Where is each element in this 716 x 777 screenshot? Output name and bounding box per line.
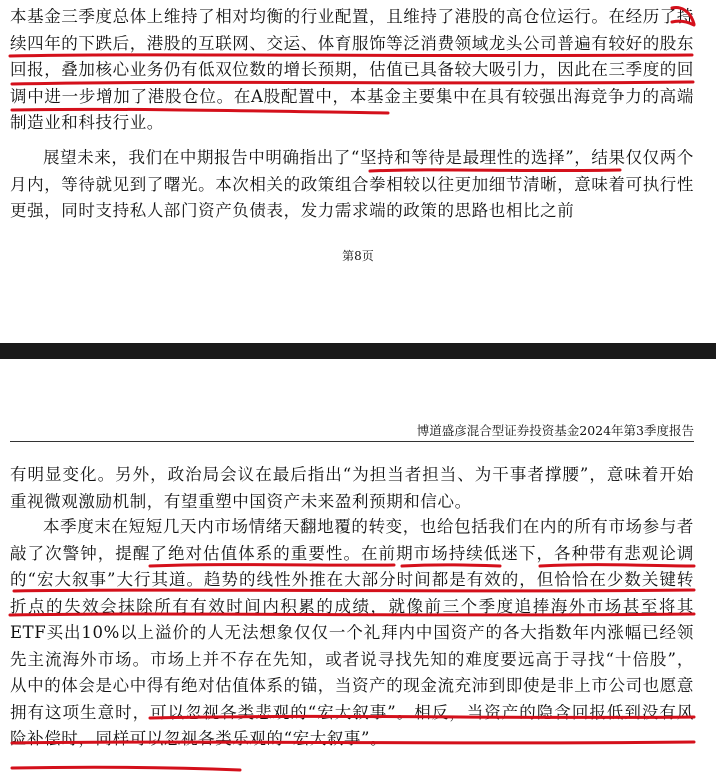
paragraph-valuation: 本季度末在短短几天内市场情绪天翻地覆的转变，也给包括我们在内的所有市场参与者敲了次警钟，提醒了绝对估值体系的重要性。在前期市场持续低迷下，各种带有悲观论调的“宏大叙事”大行其道。趋势的线性外推在大部分时间都是有效的，但恰恰在少数关键转折点的失效会抹除所有有效时间内积累的成绩，就像前三个季度追捧海外市场甚至将其ETF买出10%以上溢价的人无法想象仅仅一个礼拜内中国资产的各大指数年内涨幅已经领先主流海外市场。市场上并不存在先知，或者说寻找先知的难度要远高于寻找“十倍股”，从中的体会是心中得有绝对估值体系的锚，当资产的现金流充沛到即使是非上市公司也愿意拥有这项生意时，可以忽视各类悲观的“宏大叙事”。相反，当资产的隐含回报低到没有风险补偿时，同样可以忽视各类乐观的“宏大叙事”。 <box>10 517 694 748</box>
paragraph-politburo: 有明显变化。另外，政治局会议在最后指出“为担当者担当、为干事者撑腰”，意味着开始重视微观激励机制，有望重塑中国资产未来盈利预期和信心。 <box>10 465 694 511</box>
document-page-bottom <box>0 359 716 777</box>
paragraph-hk-allocation: 本基金三季度总体上维持了相对均衡的行业配置，且维持了港股的高仓位运行。在经历了持续四年的下跌后，港股的互联网、交运、体育服饰等泛消费领域龙头公司普遍有较好的股东回报，叠加核心业务仍有低双位数的增长预期，估值已具备较大吸引力，因此在三季度的回调中进一步增加了港股仓位。在A股配置中，本基金主要集中在具有较强出海竞争力的高端制造业和科技行业。 <box>10 7 694 132</box>
paragraph-outlook: 展望未来，我们在中期报告中明确指出了“坚持和等待是最理性的选择”，结果仅仅两个月内，等待就见到了曙光。本次相关的政策组合拳相较以往更加细节清晰，意味着可执行性更强，同时支持私人部门资产负债表，发力需求端的政策的思路也相比之前 <box>10 148 694 220</box>
report-header: 博道盛彦混合型证券投资基金2024年第3季度报告 <box>416 423 694 438</box>
document-page-top <box>0 0 716 343</box>
page-number: 第8页 <box>342 249 374 263</box>
header-rule <box>10 441 694 442</box>
page-separator <box>0 343 716 359</box>
